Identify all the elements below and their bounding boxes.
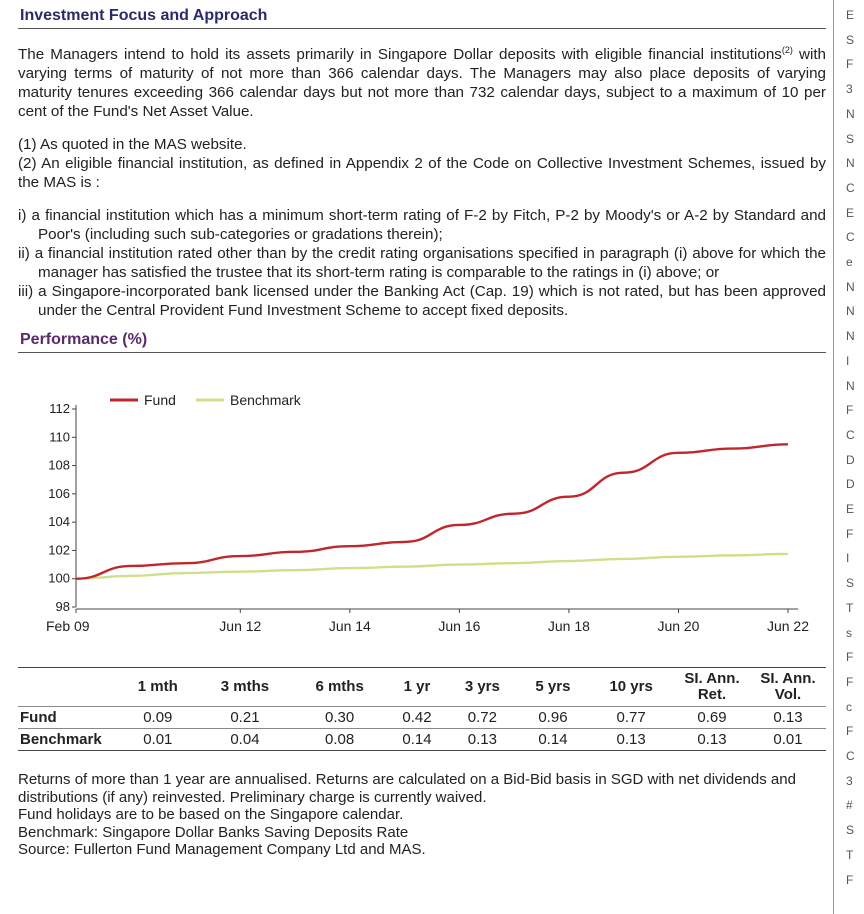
footnote-ref: (2) xyxy=(781,45,793,55)
footnote-returns: Returns of more than 1 year are annualised. Returns are calculated on a Bid-Bid basis in SGD with net dividends and distributions (if any) reinvested. Preliminary charge is currently waived. xyxy=(18,771,796,806)
row-label: Fund xyxy=(18,707,118,729)
table-cell: 0.14 xyxy=(518,729,589,751)
page xyxy=(18,0,826,859)
x-tick-label: Feb 09 xyxy=(46,618,90,635)
table-cell: 0.13 xyxy=(588,729,674,751)
series-line-benchmark xyxy=(76,554,788,579)
edge-letter: S xyxy=(846,33,855,47)
edge-letter: C xyxy=(846,181,855,195)
section-title-performance: Performance (%) xyxy=(18,324,826,353)
table-cell: 0.04 xyxy=(198,729,293,751)
edge-letter: C xyxy=(846,428,855,442)
footnote-source: Source: Fullerton Fund Management Company Ltd and MAS. xyxy=(18,841,426,859)
edge-letter: C xyxy=(846,230,855,244)
edge-letter: D xyxy=(846,477,855,491)
edge-letter: F xyxy=(846,527,854,541)
edge-letter: 3 xyxy=(846,82,853,96)
y-tick-label: 108 xyxy=(48,457,70,473)
x-tick-label: Jun 12 xyxy=(219,618,262,635)
edge-letter: F xyxy=(846,650,854,664)
series-line-fund xyxy=(76,444,788,578)
edge-letter: N xyxy=(846,156,855,170)
table-header-cell: SI. Ann. Ret. xyxy=(684,670,740,704)
table-cell: 0.42 xyxy=(387,707,447,729)
investment-paragraph xyxy=(18,41,826,121)
edge-letter: S xyxy=(846,823,855,837)
edge-letter: N xyxy=(846,379,855,393)
edge-letter: D xyxy=(846,453,855,467)
performance-chart xyxy=(18,367,826,665)
edge-letter: N xyxy=(846,280,855,294)
row-label: Benchmark xyxy=(18,729,118,751)
table-cell: 0.01 xyxy=(750,729,826,751)
x-tick-label: Jun 20 xyxy=(657,618,700,635)
criteria-list xyxy=(18,206,826,320)
edge-letter: E xyxy=(846,502,855,516)
section-title-investment-focus: Investment Focus and Approach xyxy=(18,0,826,29)
edge-letter: T xyxy=(846,601,854,615)
edge-letter: E xyxy=(846,8,855,22)
table-cell: 0.72 xyxy=(447,707,518,729)
table-cell: 0.08 xyxy=(292,729,387,751)
y-tick-label: 100 xyxy=(48,570,70,586)
paragraph-part-a: The Managers intend to hold its assets primarily in Singapore Dollar deposits with eligible financial institutions xyxy=(18,46,782,64)
edge-letter: N xyxy=(846,304,855,318)
y-tick-label: 112 xyxy=(49,401,70,417)
table-cell: 0.09 xyxy=(118,707,198,729)
edge-letter: e xyxy=(846,255,853,269)
criteria-item-1: i) a financial institution which has a minimum short-term rating of F-2 by Fitch, P-2 by Moody's or A-2 by Standard and Poor's (including such sub-categories or gradations therein); xyxy=(18,207,826,244)
note-2: (2) An eligible financial institution, as defined in Appendix 2 of the Code on Collective Investment Schemes, issued by the MAS is : xyxy=(18,155,826,192)
table-header-cell: 6 mths xyxy=(315,678,364,696)
edge-letter: E xyxy=(846,206,855,220)
edge-letter: # xyxy=(846,798,853,812)
table-header-cell: 1 yr xyxy=(403,678,431,696)
edge-letter: N xyxy=(846,107,855,121)
performance-table xyxy=(18,667,826,751)
edge-letter: s xyxy=(846,626,852,640)
table-header-cell: 5 yrs xyxy=(535,678,571,696)
table-cell: 0.77 xyxy=(588,707,674,729)
edge-letter: N xyxy=(846,329,855,343)
table-cell: 0.14 xyxy=(387,729,447,751)
x-tick-label: Jun 18 xyxy=(547,618,590,635)
footnote-holidays: Fund holidays are to be based on the Singapore calendar. xyxy=(18,806,404,824)
y-tick-label: 98 xyxy=(55,599,70,615)
adjacent-page-edge xyxy=(833,0,864,914)
edge-letter: T xyxy=(846,848,854,862)
table-cell: 0.01 xyxy=(118,729,198,751)
x-tick-label: Jun 14 xyxy=(328,618,371,635)
table-header-cell: 1 mth xyxy=(137,678,178,696)
footnotes xyxy=(18,771,826,859)
edge-letter: F xyxy=(846,675,854,689)
edge-letter: F xyxy=(846,403,854,417)
paragraph-part-b: with varying terms of maturity of not more than 366 calendar days. The Managers may also place deposits of varying maturity tenures exceeding 366 calendar days but not more than 732 calendar days, subject to a maximum of 10 per cent of the Fund's Net Asset Value. xyxy=(18,46,827,121)
table-row-benchmark xyxy=(18,729,826,751)
x-tick-label: Jun 16 xyxy=(438,618,481,635)
table-header-row xyxy=(18,668,826,707)
table-header-cell: 3 yrs xyxy=(464,678,500,696)
edge-letter: F xyxy=(846,57,854,71)
legend-label-fund: Fund xyxy=(144,392,176,409)
table-row-fund xyxy=(18,707,826,729)
table-cell: 0.13 xyxy=(750,707,826,729)
edge-letter: F xyxy=(846,724,854,738)
y-tick-label: 106 xyxy=(48,485,70,501)
criteria-item-2: ii) a financial institution rated other than by the credit rating organisations specified in paragraph (i) above for which the manager has satisfied the trustee that its short-term rating is comparable to the ratings in (i) above; or xyxy=(18,245,826,282)
table-header-cell xyxy=(18,668,118,707)
edge-letter: I xyxy=(846,354,850,368)
footnote-benchmark: Benchmark: Singapore Dollar Banks Saving Deposits Rate xyxy=(18,823,409,841)
edge-letter: c xyxy=(846,700,852,714)
table-cell: 0.21 xyxy=(198,707,293,729)
performance-chart-svg xyxy=(18,367,826,665)
table-cell: 0.30 xyxy=(292,707,387,729)
y-tick-label: 102 xyxy=(48,542,70,558)
edge-letter: F xyxy=(846,873,854,887)
edge-letter: C xyxy=(846,749,855,763)
x-tick-label: Jun 22 xyxy=(766,618,810,635)
table-cell: 0.69 xyxy=(674,707,750,729)
table-cell: 0.96 xyxy=(518,707,589,729)
edge-letter: S xyxy=(846,576,855,590)
table-header-cell: 10 yrs xyxy=(609,678,653,696)
edge-letter: I xyxy=(846,551,850,565)
table-cell: 0.13 xyxy=(674,729,750,751)
criteria-item-3: iii) a Singapore-incorporated bank licensed under the Banking Act (Cap. 19) which is not rated, but has been approved under the Central Provident Fund Investment Scheme to accept fixed deposits. xyxy=(18,283,826,320)
note-1: (1) As quoted in the MAS website. xyxy=(18,136,247,154)
legend-label-benchmark: Benchmark xyxy=(230,392,301,409)
notes xyxy=(18,135,826,192)
table-header-cell: 3 mths xyxy=(220,678,270,696)
y-tick-label: 104 xyxy=(48,514,70,530)
y-tick-label: 110 xyxy=(49,429,70,445)
table-header-cell: SI. Ann. Vol. xyxy=(760,670,816,704)
edge-letter: S xyxy=(846,132,855,146)
edge-letter: 3 xyxy=(846,774,853,788)
table-cell: 0.13 xyxy=(447,729,518,751)
